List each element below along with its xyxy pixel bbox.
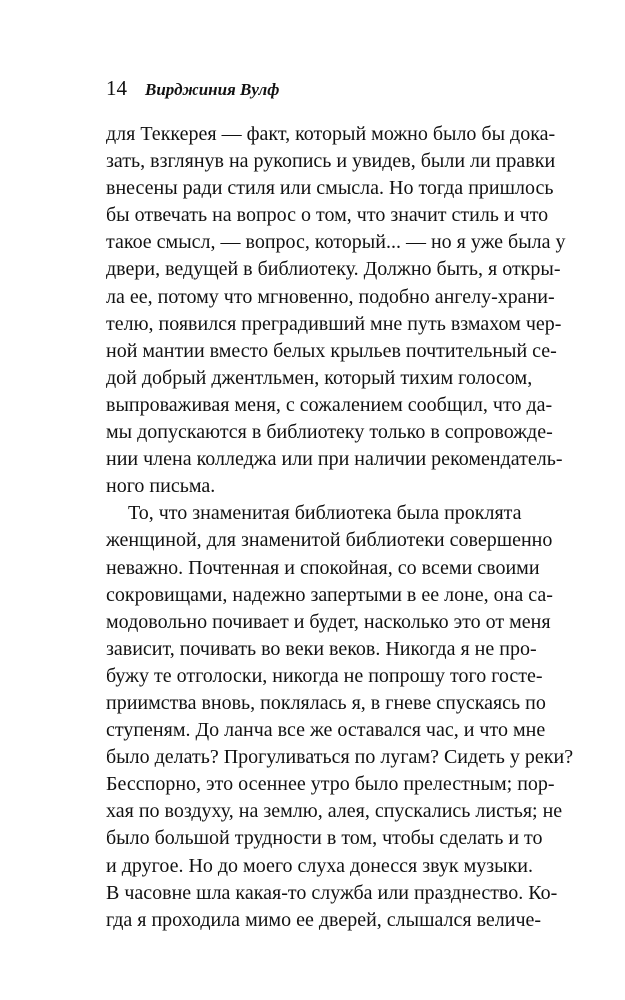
text-line: телю, появился преградивший мне путь взмахом чер-	[106, 312, 562, 335]
text-line: приимства вновь, поклялась я, в гневе спускаясь по	[106, 691, 546, 714]
text-line: гда я проходила мимо ее дверей, слышался величе-	[106, 908, 542, 931]
text-line: хая по воздуху, на землю, алея, спускались листья; не	[106, 800, 563, 823]
text-line: такое смысл, — вопрос, который... — но я уже была у	[106, 231, 566, 254]
text-line: мы допускаются в библиотеку только в сопровожде-	[106, 421, 553, 444]
text-line: Бесспорно, это осеннее утро было прелестным; пор-	[106, 773, 555, 796]
text-line: дой добрый джентльмен, который тихим голосом,	[106, 366, 533, 389]
body-text	[106, 121, 574, 934]
text-line: выпроваживая меня, с сожалением сообщил, что да-	[106, 393, 553, 416]
text-line: было большой трудности в том, чтобы сделать и то	[106, 827, 543, 850]
text-line: бужу те отголоски, никогда не попрошу того госте-	[106, 664, 543, 687]
paragraph-2	[106, 500, 574, 934]
page-header	[106, 76, 279, 101]
text-line: То, что знаменитая библиотека была проклята	[128, 502, 522, 525]
paragraph-1	[106, 121, 566, 500]
text-line: женщиной, для знаменитой библиотеки совершенно	[106, 529, 553, 552]
text-line: ступеням. До ланча все же оставался час, и что мне	[106, 719, 546, 742]
text-line: зать, взглянув на рукопись и увидев, были ли правки	[106, 150, 556, 173]
text-line: двери, ведущей в библиотеку. Должно быть, я откры-	[106, 258, 561, 281]
page-number: 14	[106, 76, 127, 100]
text-line: ной мантии вместо белых крыльев почтительный се-	[106, 339, 557, 362]
text-line: сокровищами, надежно запертыми в ее лоне, она са-	[106, 583, 553, 606]
text-line: неважно. Почтенная и спокойная, со всеми своими	[106, 556, 540, 579]
text-line: нии члена колледжа или при наличии рекомендатель-	[106, 448, 563, 471]
text-line: для Теккерея — факт, который можно было бы дока-	[106, 123, 556, 145]
text-line: и другое. Но до моего слуха донесся звук музыки.	[106, 854, 534, 877]
text-line: ного письма.	[106, 475, 216, 498]
running-title: Вирджиния Вулф	[145, 80, 280, 99]
text-line: бы отвечать на вопрос о том, что значит стиль и что	[106, 204, 549, 227]
text-line: В часовне шла какая-то служба или празднество. Ко-	[106, 881, 558, 904]
text-line: внесены ради стиля или смысла. Но тогда пришлось	[106, 177, 554, 200]
text-line: модовольно почивает и будет, насколько это от меня	[106, 610, 551, 633]
text-line: зависит, почивать во веки веков. Никогда я не про-	[106, 637, 537, 660]
text-line: было делать? Прогуливаться по лугам? Сидеть у реки?	[106, 746, 574, 769]
text-line: ла ее, потому что мгновенно, подобно ангелу-храни-	[106, 285, 555, 308]
